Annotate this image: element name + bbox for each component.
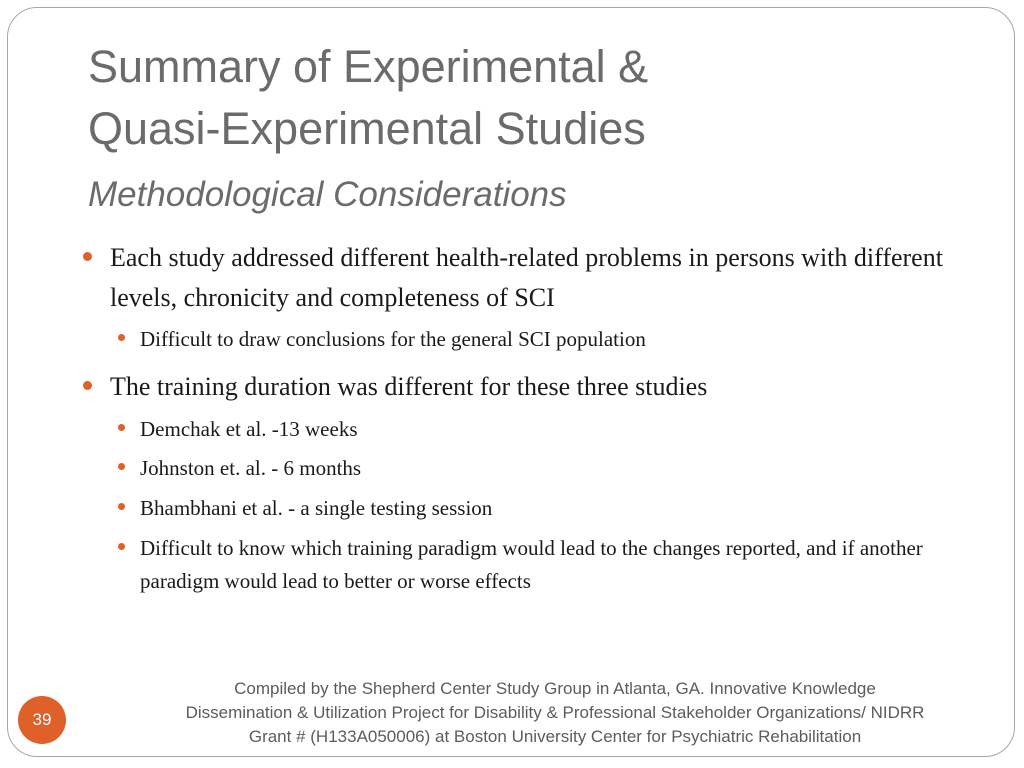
footer-line-1: Compiled by the Shepherd Center Study Group in Atlanta, GA. Innovative Knowledge [234, 679, 876, 698]
title-line-2: Quasi-Experimental Studies [88, 103, 646, 154]
bullet-text: Each study addressed different health-related problems in persons with different levels, chronicity and completeness of SCI [110, 243, 943, 312]
sub-bullet-item [140, 452, 970, 485]
sub-bullet-dot-icon [118, 463, 125, 470]
bullet-dot-icon [83, 252, 92, 261]
slide-title [88, 36, 968, 160]
footer-line-3: Grant # (H133A050006) at Boston University Center for Psychiatric Rehabilitation [248, 727, 862, 746]
sub-bullet-item [140, 492, 970, 525]
sub-bullet-text: Johnston et. al. - 6 months [140, 456, 362, 480]
bullet-text: The training duration was different for these three studies [110, 372, 708, 401]
sub-bullet-text: Demchak et al. -13 weeks [140, 417, 358, 441]
sub-bullet-item [140, 532, 970, 598]
page-number-badge: 39 [18, 696, 66, 744]
bullet-item [110, 238, 950, 318]
sub-bullet-text: Bhambhani et al. - a single testing session [140, 496, 493, 520]
sub-bullet-dot-icon [118, 334, 125, 341]
sub-bullet-dot-icon [118, 424, 125, 431]
bullet-item [110, 367, 950, 407]
footer-line-2: Dissemination & Utilization Project for Disability & Professional Stakeholder Organizations/ NIDRR [185, 703, 925, 722]
sub-bullet-text: Difficult to draw conclusions for the general SCI population [140, 327, 646, 351]
title-line-1: Summary of Experimental & [88, 41, 649, 92]
sub-bullet-dot-icon [118, 503, 125, 510]
sub-bullet-dot-icon [118, 543, 125, 550]
sub-bullet-item [140, 413, 970, 446]
slide-subtitle: Methodological Considerations [88, 175, 567, 214]
sub-bullet-item [140, 323, 970, 356]
bullet-dot-icon [83, 381, 92, 390]
slide-footer [110, 677, 1000, 749]
sub-bullet-text: Difficult to know which training paradigm would lead to the changes reported, and if another paradigm would lead to better or worse effects [140, 536, 923, 593]
